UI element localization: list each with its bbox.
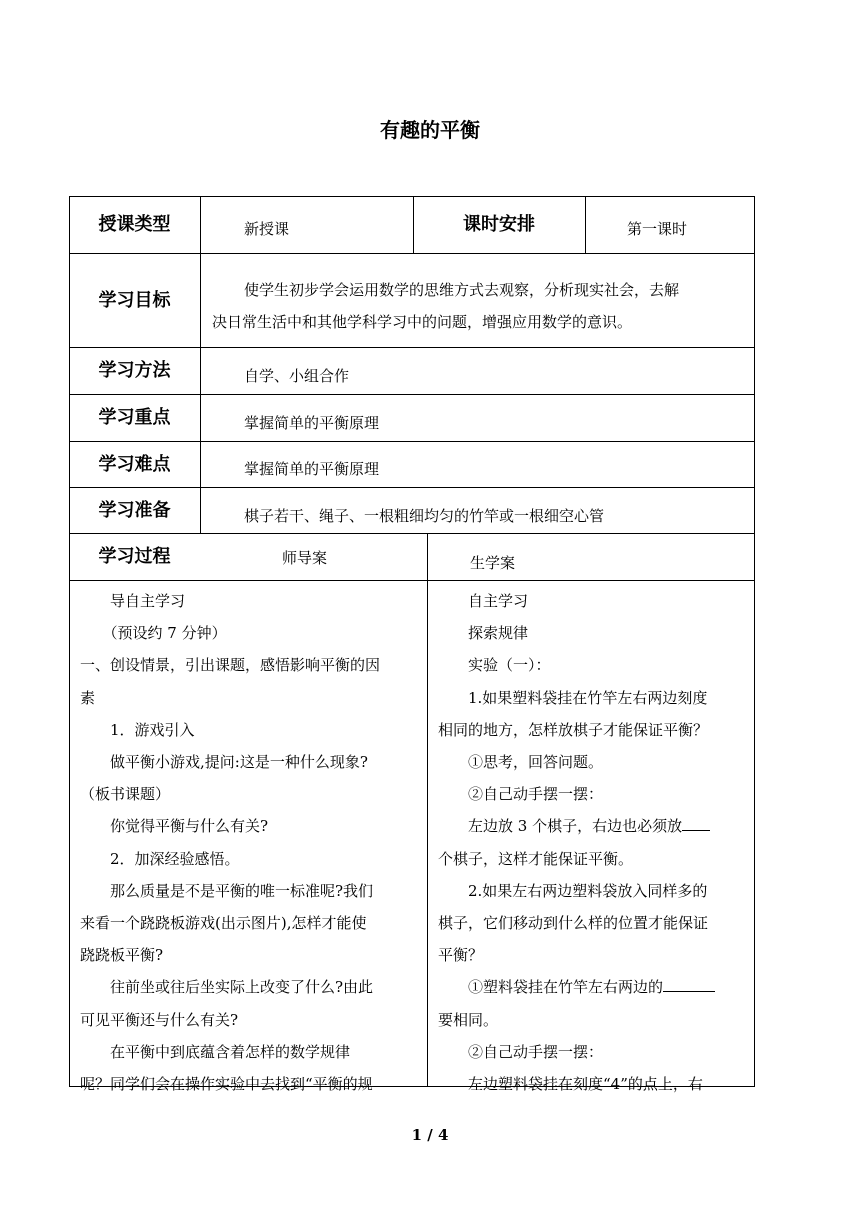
label-method: 学习方法 — [98, 360, 171, 381]
teacher-line: 来看一个跷跷板游戏(出示图片),怎样才能使 — [80, 914, 367, 933]
student-line: 2.如果左右两边塑料袋放入同样多的 — [438, 881, 708, 900]
value-key-point: 掌握简单的平衡原理 — [244, 414, 380, 432]
row-divider — [69, 253, 755, 254]
teacher-line: 呢？同学们会在操作实验中去找到“平衡的规 — [80, 1075, 373, 1094]
label-goals: 学习目标 — [98, 290, 171, 311]
teacher-line: 2．加深经验感悟。 — [80, 849, 240, 868]
label-lesson-type: 授课类型 — [98, 214, 171, 235]
teacher-column — [80, 585, 380, 1100]
teacher-line: 1．游戏引入 — [80, 720, 195, 739]
teacher-line: 做平衡小游戏,提问:这是一种什么现象? — [80, 753, 368, 772]
value-method: 自学、小组合作 — [244, 367, 350, 385]
answer-blank[interactable] — [682, 814, 710, 831]
column-divider — [585, 196, 586, 253]
page-number: 1 / 4 — [411, 1126, 449, 1144]
student-column — [438, 585, 715, 1100]
row-divider — [69, 347, 755, 348]
student-line: ①思考，回答问题。 — [438, 753, 604, 772]
student-plan-header: 生学案 — [470, 554, 516, 572]
teacher-line: 在平衡中到底蕴含着怎样的数学规律 — [80, 1042, 351, 1061]
student-line: 棋子，它们移动到什么样的位置才能保证 — [438, 914, 709, 933]
teacher-line: 素 — [80, 688, 96, 707]
student-line: 左边放 3 个棋子，右边也必须放 — [438, 817, 683, 836]
value-difficulty: 掌握简单的平衡原理 — [244, 460, 380, 478]
student-line: 相同的地方，怎样放棋子才能保证平衡？ — [438, 720, 709, 739]
table-border-top — [69, 196, 755, 197]
row-divider — [69, 533, 755, 534]
student-line: 自主学习 — [438, 592, 529, 610]
student-line: 平衡？ — [438, 946, 484, 965]
label-schedule: 课时安排 — [463, 214, 535, 235]
row-divider — [69, 487, 755, 488]
student-line: 探索规律 — [438, 624, 529, 643]
student-line: 个棋子，这样才能保证平衡。 — [438, 849, 634, 868]
value-preparation: 棋子若干、绳子、一根粗细均匀的竹竿或一根细空心管 — [244, 507, 605, 525]
row-divider — [69, 394, 755, 395]
student-line: 要相同。 — [438, 1010, 499, 1029]
teacher-line: 往前坐或往后坐实际上改变了什么?由此 — [80, 978, 374, 997]
label-key-point: 学习重点 — [98, 407, 171, 428]
row-divider — [69, 441, 755, 442]
teacher-plan-header: 师导案 — [282, 549, 328, 567]
value-lesson-type: 新授课 — [244, 220, 290, 238]
teacher-line: 导自主学习 — [80, 592, 186, 610]
document-title: 有趣的平衡 — [380, 118, 480, 142]
label-difficulty: 学习难点 — [98, 454, 171, 475]
answer-blank[interactable] — [663, 975, 715, 992]
row-divider — [69, 580, 755, 581]
teacher-line: 一、创设情景，引出课题，感悟影响平衡的因 — [80, 656, 381, 675]
student-line: ②自己动手摆一摆： — [438, 1042, 604, 1061]
student-line: 1.如果塑料袋挂在竹竿左右两边刻度 — [438, 688, 708, 707]
teacher-line: 那么质量是不是平衡的唯一标准呢?我们 — [80, 881, 374, 900]
value-schedule: 第一课时 — [627, 220, 688, 238]
label-preparation: 学习准备 — [98, 500, 171, 521]
student-line: 实验（一）： — [438, 656, 551, 675]
teacher-line: 跷跷板平衡? — [80, 946, 164, 965]
column-divider — [200, 196, 201, 533]
teacher-line: 可见平衡还与什么有关? — [80, 1010, 239, 1029]
teacher-line: （板书课题） — [80, 785, 171, 804]
student-line: 左边塑料袋挂在刻度“4”的点上，右 — [438, 1075, 703, 1094]
label-process: 学习过程 — [98, 546, 171, 567]
teacher-line: （预设约 7 分钟） — [80, 624, 227, 643]
student-line: ②自己动手摆一摆： — [438, 785, 604, 804]
table-border-left — [69, 196, 70, 1087]
table-border-right — [754, 196, 755, 1087]
goals-line-2: 决日常生活中和其他学科学习中的问题，增强应用数学的意识。 — [212, 313, 633, 331]
student-line: ①塑料袋挂在竹竿左右两边的 — [438, 978, 664, 997]
teacher-line: 你觉得平衡与什么有关? — [80, 817, 269, 836]
column-divider — [427, 533, 428, 1087]
goals-line-1: 使学生初步学会运用数学的思维方式去观察，分析现实社会，去解 — [244, 281, 680, 299]
